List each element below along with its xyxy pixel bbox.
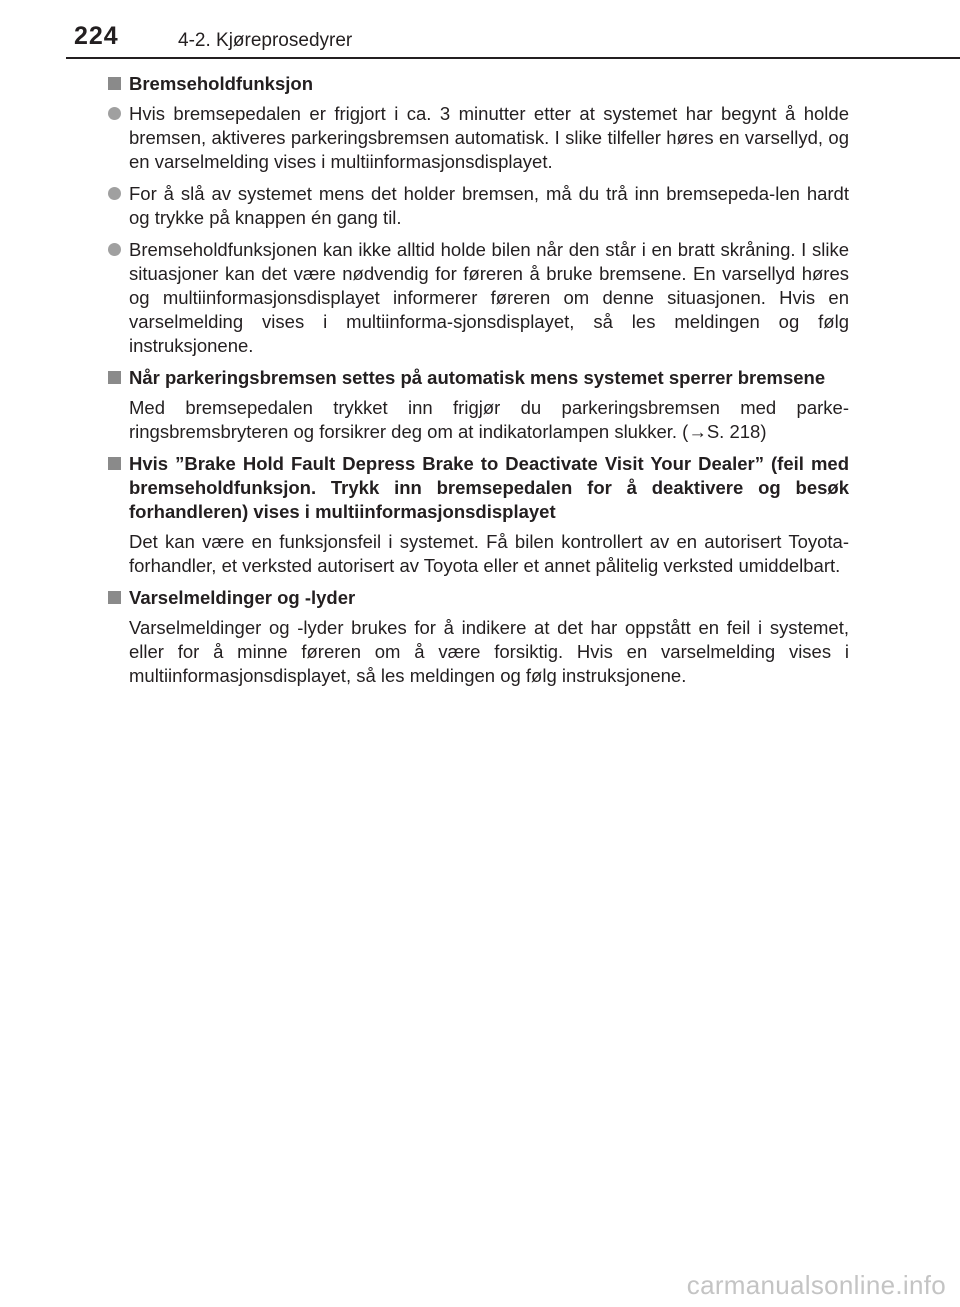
- section-paragraph: Med bremsepedalen trykket inn frigjør du parkeringsbremsen med parke-ringsbremsbryteren og forsikrer deg om at indikatorlampen slukker. (→S. 218): [129, 397, 849, 442]
- list-item: [107, 102, 849, 174]
- list-item-text: Bremseholdfunksjonen kan ikke alltid holde bilen når den står i en bratt skråning. I slike situasjoner kan det være nødvendig for føreren å bruke bremsene. En varsellyd høres og multiinformasjonsdisplayet informerer føreren om denne situasjonen. Hvis en varselmelding vises i multiinforma-sjonsdisplayet, så les meldingen og følg instruksjonene.: [129, 239, 849, 356]
- section-heading-text: Hvis ”Brake Hold Fault Depress Brake to Deactivate Visit Your Dealer” (feil med bremseholdfunksjon. Trykk inn bremsepedalen for å deaktivere og besøk forhandleren) vises i multiinformasjonsdisplayet: [129, 453, 849, 522]
- list-item: [107, 182, 849, 230]
- page-number: 224: [74, 22, 119, 50]
- section-paragraph: Det kan være en funksjonsfeil i systemet. Få bilen kontrollert av en autorisert Toyota-forhandler, et verksted autorisert av Toyota eller et annet pålitelig verksted umiddelbart.: [129, 531, 849, 576]
- header-rule: [66, 57, 960, 59]
- round-bullet-icon: [108, 107, 121, 120]
- section-heading-text: Når parkeringsbremsen settes på automatisk mens systemet sperrer bremsene: [129, 367, 826, 388]
- square-bullet-icon: [108, 77, 121, 90]
- square-bullet-icon: [108, 371, 121, 384]
- round-bullet-icon: [108, 243, 121, 256]
- section-heading: [107, 72, 849, 96]
- section-paragraph: Varselmeldinger og -lyder brukes for å indikere at det har oppstått en feil i systemet, eller for å minne føreren om å være forsiktig. Hvis en varselmelding vises i multiinformasjonsdisplayet, så les meldingen og følg instruksjonene.: [129, 617, 849, 686]
- list-item-text: For å slå av systemet mens det holder bremsen, må du trå inn bremsepeda-len hardt og trykke på knappen én gang til.: [129, 183, 849, 228]
- section-heading: [107, 366, 849, 390]
- section-brake-hold-fault: [107, 452, 849, 578]
- section-heading: [107, 452, 849, 524]
- section-heading-text: Varselmeldinger og -lyder: [129, 587, 356, 608]
- square-bullet-icon: [108, 591, 121, 604]
- round-bullet-icon: [108, 187, 121, 200]
- section-heading-text: Bremseholdfunksjon: [129, 73, 313, 94]
- section-auto-parking-brake: [107, 366, 849, 444]
- list-item: [107, 238, 849, 358]
- page-header: [0, 0, 960, 60]
- section-warning-messages: [107, 586, 849, 688]
- section-brake-hold-function: [107, 72, 849, 358]
- square-bullet-icon: [108, 457, 121, 470]
- section-heading: [107, 586, 849, 610]
- list-item-text: Hvis bremsepedalen er frigjort i ca. 3 minutter etter at systemet har begynt å holde bremsen, aktiveres parkeringsbremsen automatisk. I slike tilfeller høres en varsellyd, og en varselmelding vises i multiinformasjonsdisplayet.: [129, 103, 849, 172]
- site-watermark: carmanualsonline.info: [686, 1270, 946, 1300]
- chapter-title: 4-2. Kjøreprosedyrer: [178, 30, 353, 51]
- page-content: [107, 72, 849, 696]
